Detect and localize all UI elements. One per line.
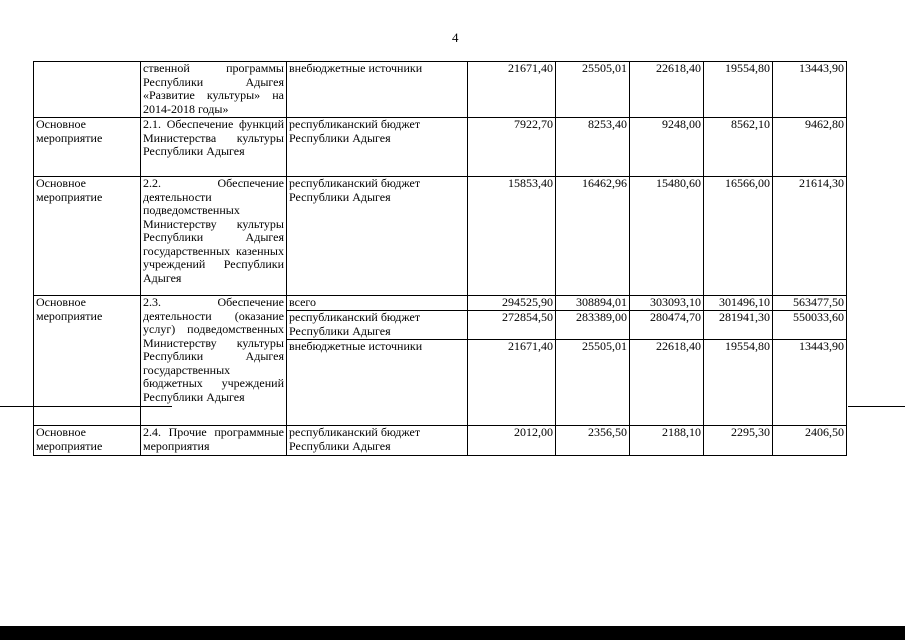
amount-cell: 19554,80 [704, 62, 773, 118]
event-type-cell [34, 62, 141, 118]
amount-cell: 2188,10 [630, 426, 704, 456]
amount-cell: 13443,90 [773, 340, 847, 426]
table-row [34, 426, 847, 456]
amount-cell: 7922,70 [468, 118, 556, 177]
amount-cell: 294525,90 [468, 296, 556, 311]
amount-cell: 283389,00 [556, 311, 630, 340]
amount-cell: 8562,10 [704, 118, 773, 177]
amount-cell: 2406,50 [773, 426, 847, 456]
amount-cell: 22618,40 [630, 62, 704, 118]
funding-source-cell: всего [287, 296, 468, 311]
amount-cell: 25505,01 [556, 62, 630, 118]
amount-cell: 9248,00 [630, 118, 704, 177]
amount-cell: 15853,40 [468, 177, 556, 296]
amount-cell: 2012,00 [468, 426, 556, 456]
amount-cell: 550033,60 [773, 311, 847, 340]
page-number: 4 [452, 30, 459, 45]
amount-cell: 8253,40 [556, 118, 630, 177]
event-name-cell: ственной программы Республики Адыгея «Развитие культуры» на 2014-2018 годы» [141, 62, 287, 118]
table-row [34, 62, 847, 118]
scan-line-left [0, 406, 172, 407]
amount-cell: 272854,50 [468, 311, 556, 340]
event-type-cell: Основное мероприятие [34, 118, 141, 177]
table-row [34, 177, 847, 296]
funding-source-cell: республиканский бюджет Республики Адыгея [287, 426, 468, 456]
amount-cell: 9462,80 [773, 118, 847, 177]
funding-source-cell: республиканский бюджет Республики Адыгея [287, 177, 468, 296]
funding-source-cell: республиканский бюджет Республики Адыгея [287, 311, 468, 340]
amount-cell: 2356,50 [556, 426, 630, 456]
amount-cell: 13443,90 [773, 62, 847, 118]
event-type-cell: Основное мероприятие [34, 296, 141, 426]
event-type-cell: Основное мероприятие [34, 177, 141, 296]
amount-cell: 16566,00 [704, 177, 773, 296]
amount-cell: 22618,40 [630, 340, 704, 426]
event-name-cell: 2.2. Обеспечение деятельности подведомственных Министерству культуры Республики Адыгея государственных казенных учреждений Республики Адыгея [141, 177, 287, 296]
amount-cell: 19554,80 [704, 340, 773, 426]
funding-source-cell: республиканский бюджет Республики Адыгея [287, 118, 468, 177]
budget-table [33, 61, 847, 456]
amount-cell: 25505,01 [556, 340, 630, 426]
table-row [34, 118, 847, 177]
scan-line-right [848, 406, 905, 407]
amount-cell: 563477,50 [773, 296, 847, 311]
amount-cell: 2295,30 [704, 426, 773, 456]
event-name-cell: 2.1. Обеспечение функций Министерства культуры Республики Адыгея [141, 118, 287, 177]
amount-cell: 21671,40 [468, 340, 556, 426]
event-type-cell: Основное мероприятие [34, 426, 141, 456]
amount-cell: 21614,30 [773, 177, 847, 296]
amount-cell: 280474,70 [630, 311, 704, 340]
amount-cell: 301496,10 [704, 296, 773, 311]
amount-cell: 281941,30 [704, 311, 773, 340]
table-row [34, 296, 847, 311]
amount-cell: 16462,96 [556, 177, 630, 296]
amount-cell: 21671,40 [468, 62, 556, 118]
funding-source-cell: внебюджетные источники [287, 340, 468, 426]
amount-cell: 308894,01 [556, 296, 630, 311]
event-name-cell: 2.4. Прочие программные мероприятия [141, 426, 287, 456]
amount-cell: 303093,10 [630, 296, 704, 311]
funding-source-cell: внебюджетные источники [287, 62, 468, 118]
scan-edge-band [0, 626, 905, 640]
event-name-cell: 2.3. Обеспечение деятельности (оказание услуг) подведомственных Министерству культуры Республики Адыгея государственных бюджетных учреждений Республики Адыгея [141, 296, 287, 426]
amount-cell: 15480,60 [630, 177, 704, 296]
